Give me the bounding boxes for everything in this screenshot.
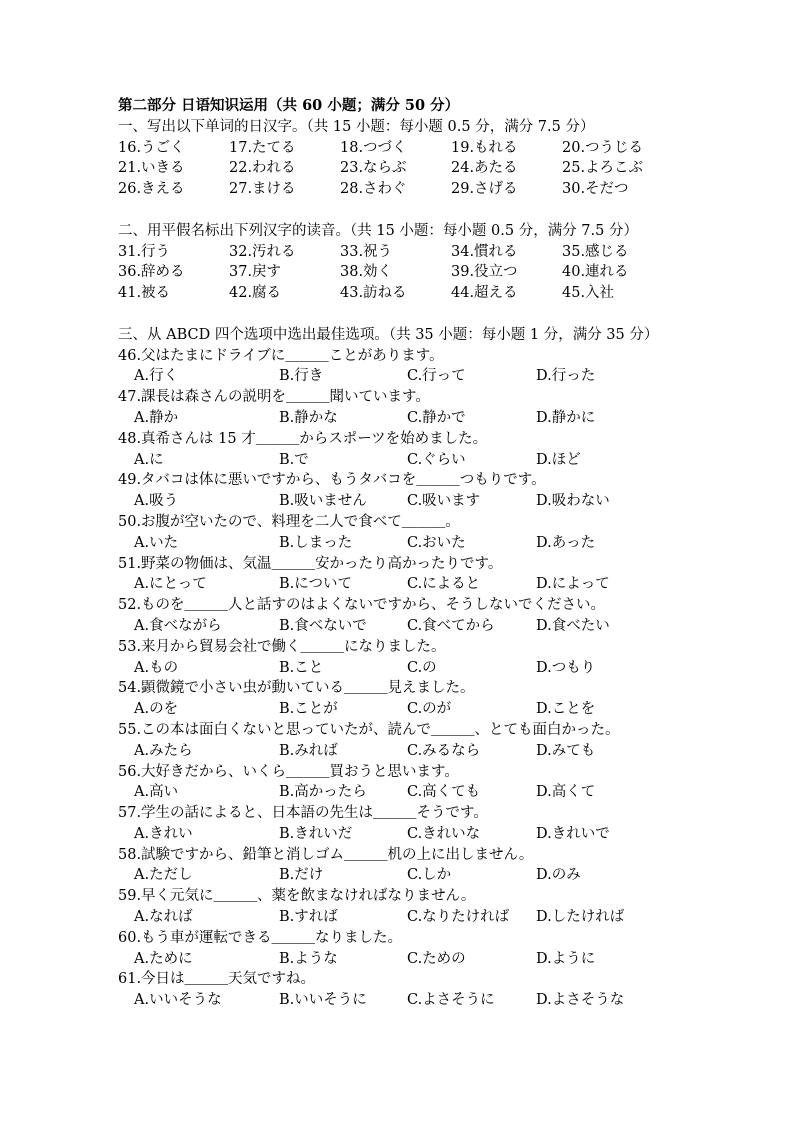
option-choice: B.高かったら (279, 784, 367, 801)
kanji-item: 34.慣れる (451, 243, 518, 260)
option-indent (118, 574, 134, 595)
option-row (118, 616, 718, 637)
option-choice: A.静か (134, 409, 179, 426)
option-row (118, 907, 718, 928)
option-row (118, 949, 718, 970)
option-choice: D.ほど (536, 451, 581, 468)
option-choice: C.のが (407, 701, 452, 718)
option-choice: D.みても (536, 742, 596, 759)
option-choice: C.おいた (407, 534, 466, 551)
option-row (118, 408, 718, 429)
question-text: 46.父はたまにドライブに＿＿＿ことがあります。 (118, 347, 444, 364)
question-list (118, 346, 718, 1012)
question-text: 56.大好きだから、いくら＿＿＿買おうと思います。 (118, 763, 459, 780)
option-choice: B.について (279, 576, 352, 593)
word-item: 19.もれる (451, 139, 518, 156)
kanji-item: 40.連れる (562, 264, 629, 281)
section-1 (118, 117, 718, 200)
option-choice: C.行って (407, 368, 466, 385)
option-choice: D.食べたい (536, 617, 610, 634)
kanji-row (118, 262, 718, 283)
option-choice: A.いた (134, 534, 179, 551)
question-text: 49.タバコは体に悪いですから、もうタバコを＿＿＿つもりです。 (118, 472, 546, 489)
option-choice: B.ことが (279, 701, 338, 718)
option-choice: D.よさそうな (536, 992, 625, 1009)
kanji-item: 31.行う (118, 243, 171, 260)
option-choice: D.吸わない (536, 493, 610, 510)
option-choice: A.ために (134, 950, 193, 967)
option-row (118, 450, 718, 471)
word-row (118, 138, 718, 159)
option-choice: B.で (279, 451, 309, 468)
option-choice: D.ことを (536, 701, 596, 718)
option-indent (118, 533, 134, 554)
word-item: 30.そだつ (562, 181, 629, 198)
option-choice: A.高い (134, 784, 179, 801)
option-row (118, 699, 718, 720)
option-row (118, 366, 718, 387)
spacer (118, 304, 718, 325)
option-choice: B.いいそうに (279, 992, 367, 1009)
word-item: 26.きえる (118, 181, 185, 198)
kanji-item: 42.腐る (229, 285, 282, 302)
option-row (118, 491, 718, 512)
option-choice: B.吸いません (279, 493, 367, 510)
kanji-item: 37.戻す (229, 264, 282, 281)
option-row (118, 782, 718, 803)
option-choice: B.しまった (279, 534, 353, 551)
section-2-heading: 二、用平假名标出下列汉字的读音。（共 15 小题：每小题 0.5 分，满分 7.5 分） (118, 222, 638, 239)
section-1-heading: 一、写出以下单词的日汉字。（共 15 小题：每小题 0.5 分，满分 7.5 分） (118, 118, 595, 135)
option-indent (118, 865, 134, 886)
option-choice: C.の (407, 659, 437, 676)
option-indent (118, 699, 134, 720)
option-choice: A.いいそうな (134, 992, 222, 1009)
question-text: 52.ものを＿＿＿人と話すのはよくないですから、そうしないでください。 (118, 597, 606, 614)
word-item: 29.さげる (451, 181, 518, 198)
option-indent (118, 990, 134, 1011)
question-text: 54.顕微鏡で小さい虫が動いている＿＿＿見えました。 (118, 680, 475, 697)
section-2 (118, 221, 718, 304)
option-choice: A.吸う (134, 493, 179, 510)
option-row (118, 865, 718, 886)
option-choice: A.なれば (134, 909, 193, 926)
word-item: 17.たてる (229, 139, 296, 156)
option-choice: B.みれば (279, 742, 338, 759)
question-text: 50.お腹が空いたので、料理を二人で食べて＿＿＿。 (118, 513, 460, 530)
option-choice: C.なりたければ (407, 909, 510, 926)
option-row (118, 741, 718, 762)
option-indent (118, 491, 134, 512)
option-choice: B.すれば (279, 909, 338, 926)
kanji-item: 32.汚れる (229, 243, 296, 260)
option-choice: D.ように (536, 950, 596, 967)
option-indent (118, 408, 134, 429)
word-row (118, 179, 718, 200)
kanji-row (118, 242, 718, 263)
option-choice: B.こと (279, 659, 324, 676)
option-indent (118, 949, 134, 970)
word-item: 16.うごく (118, 139, 185, 156)
option-choice: D.によって (536, 576, 610, 593)
part-title: 第二部分 日语知识运用（共 60 小题；满分 50 分） (118, 97, 460, 114)
option-choice: A.きれい (134, 825, 193, 842)
option-indent (118, 907, 134, 928)
kanji-item: 38.効く (340, 264, 393, 281)
option-choice: D.つもり (536, 659, 596, 676)
option-row (118, 533, 718, 554)
option-indent (118, 450, 134, 471)
option-choice: D.したければ (536, 909, 625, 926)
word-row (118, 158, 718, 179)
word-item: 23.ならぶ (340, 160, 407, 177)
kanji-item: 43.訪ねる (340, 285, 407, 302)
option-choice: D.のみ (536, 867, 581, 884)
word-item: 22.われる (229, 160, 296, 177)
option-choice: A.みたら (134, 742, 193, 759)
section-3 (118, 325, 718, 1011)
option-row (118, 658, 718, 679)
kanji-item: 35.感じる (562, 243, 629, 260)
option-indent (118, 741, 134, 762)
option-choice: A.行く (134, 368, 179, 385)
word-item: 27.まける (229, 181, 296, 198)
question-text: 59.早く元気に＿＿＿、薬を飲まなければなりません。 (118, 888, 476, 905)
option-choice: A.にとって (134, 576, 207, 593)
option-indent (118, 366, 134, 387)
option-choice: C.高くても (407, 784, 481, 801)
word-item: 20.つうじる (562, 139, 644, 156)
kanji-item: 44.超える (451, 285, 518, 302)
exam-page (118, 96, 718, 1011)
question-text: 60.もう車が運転できる＿＿＿なりました。 (118, 929, 403, 946)
option-indent (118, 824, 134, 845)
spacer (118, 200, 718, 221)
word-item: 24.あたる (451, 160, 518, 177)
option-choice: B.静かな (279, 409, 338, 426)
option-indent (118, 658, 134, 679)
option-choice: A.に (134, 451, 164, 468)
option-choice: A.ただし (134, 867, 193, 884)
option-row (118, 574, 718, 595)
section-3-heading: 三、从 ABCD 四个选项中选出最佳选项。（共 35 小题：每小题 1 分，满分 35 分） (118, 326, 659, 343)
option-choice: C.みるなら (407, 742, 481, 759)
option-choice: B.だけ (279, 867, 324, 884)
question-text: 48.真希さんは 15 才＿＿＿からスポーツを始めました。 (118, 430, 488, 447)
question-text: 57.学生の話によると、日本語の先生は＿＿＿そうです。 (118, 805, 488, 822)
option-choice: C.ぐらい (407, 451, 466, 468)
word-item: 25.よろこぶ (562, 160, 644, 177)
kanji-item: 33.祝う (340, 243, 393, 260)
option-choice: C.よさそうに (407, 992, 495, 1009)
question-text: 61.今日は＿＿＿天気ですね。 (118, 971, 316, 988)
option-choice: C.ための (407, 950, 466, 967)
option-indent (118, 782, 134, 803)
option-choice: A.食べながら (134, 617, 222, 634)
word-item: 18.つづく (340, 139, 407, 156)
question-text: 47.課長は森さんの説明を＿＿＿聞いています。 (118, 389, 430, 406)
option-choice: D.あった (536, 534, 596, 551)
option-row (118, 824, 718, 845)
option-choice: C.吸います (407, 493, 481, 510)
kanji-item: 45.入社 (562, 285, 615, 302)
kanji-item: 41.被る (118, 285, 171, 302)
option-choice: C.きれいな (407, 825, 481, 842)
option-choice: C.食べてから (407, 617, 495, 634)
option-choice: B.行き (279, 368, 324, 385)
option-row (118, 990, 718, 1011)
option-choice: D.高くて (536, 784, 596, 801)
word-item: 21.いきる (118, 160, 185, 177)
option-choice: C.しか (407, 867, 452, 884)
question-text: 58.試験ですから、鉛筆と消しゴム＿＿＿机の上に出しません。 (118, 846, 534, 863)
word-item: 28.さわぐ (340, 181, 407, 198)
option-choice: A.のを (134, 701, 179, 718)
option-choice: C.静かで (407, 409, 466, 426)
option-choice: D.静かに (536, 409, 596, 426)
kanji-row (118, 283, 718, 304)
question-text: 55.この本は面白くないと思っていたが、読んで＿＿＿、とても面白かった。 (118, 721, 620, 738)
option-choice: A.もの (134, 659, 179, 676)
option-choice: D.行った (536, 368, 596, 385)
question-text: 51.野菜の物価は、気温＿＿＿安かったり高かったりです。 (118, 555, 503, 572)
question-text: 53.来月から貿易会社で働く＿＿＿になりました。 (118, 638, 446, 655)
option-choice: D.きれいで (536, 825, 610, 842)
kanji-item: 39.役立つ (451, 264, 518, 281)
option-choice: B.ような (279, 950, 338, 967)
kanji-item: 36.辞める (118, 264, 185, 281)
option-indent (118, 616, 134, 637)
option-choice: C.によると (407, 576, 481, 593)
option-choice: B.食べないで (279, 617, 367, 634)
option-choice: B.きれいだ (279, 825, 353, 842)
